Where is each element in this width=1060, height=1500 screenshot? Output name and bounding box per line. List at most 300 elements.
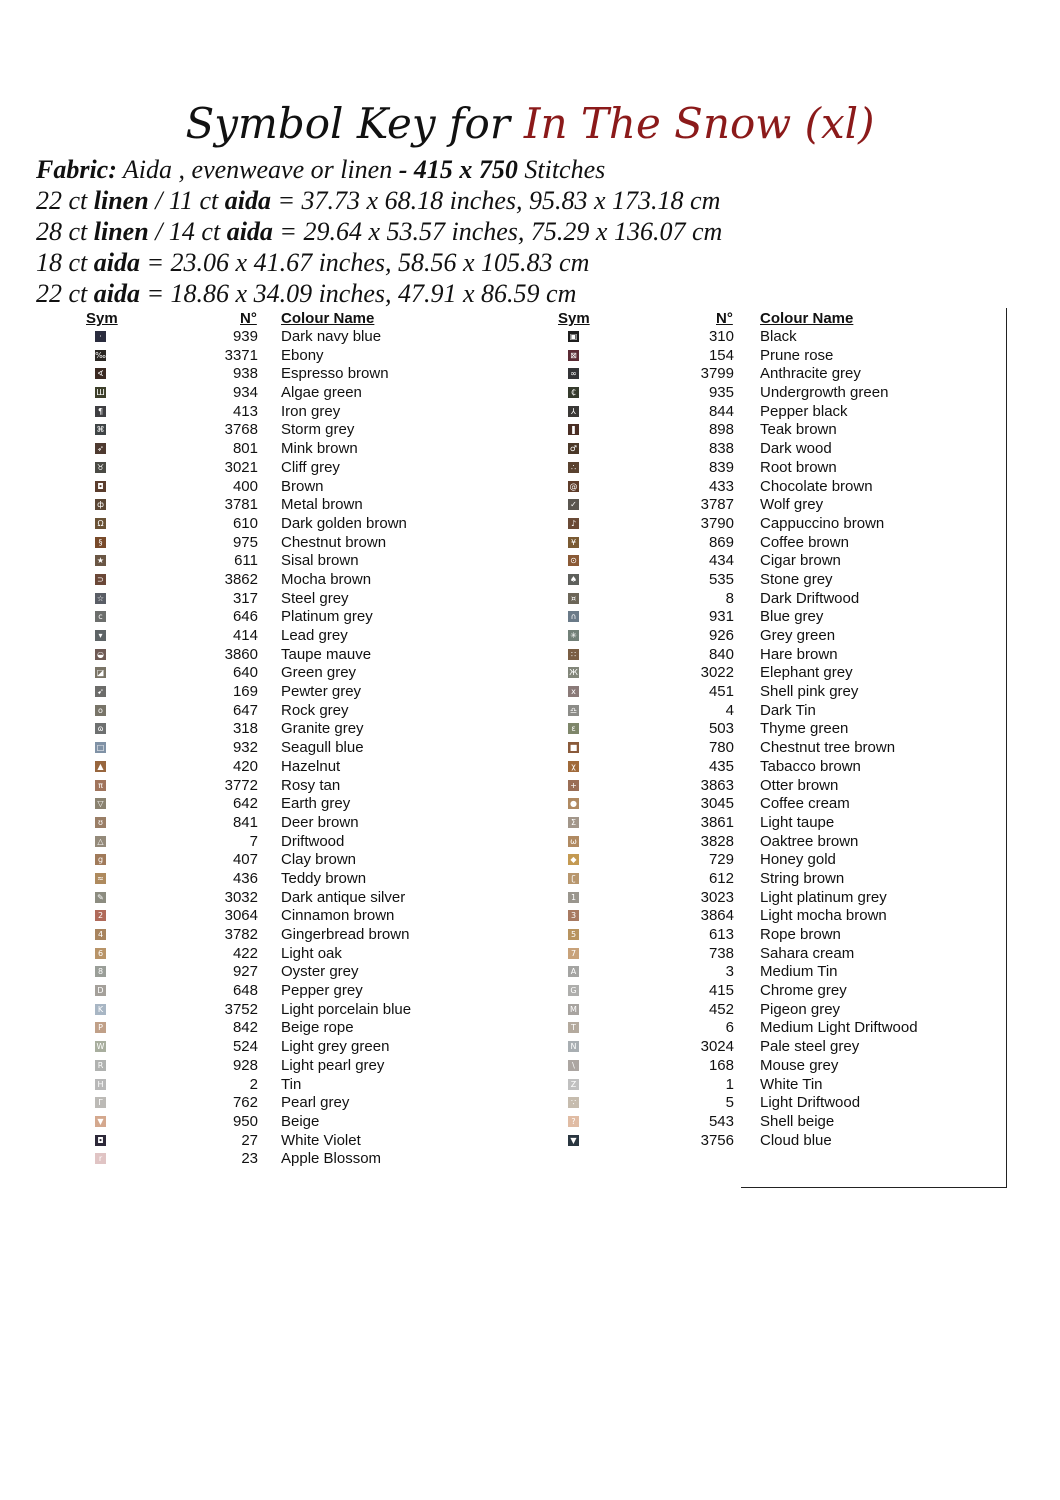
- colour-name: Grey green: [760, 627, 836, 644]
- symbol-swatch: ▾: [95, 630, 106, 641]
- thread-number: 3032: [224, 888, 258, 906]
- symbol-swatch: H: [95, 1079, 106, 1090]
- colour-name: Dark Driftwood: [760, 589, 860, 607]
- symbol-swatch: ⅄: [568, 406, 579, 417]
- thread-number: 154: [708, 346, 734, 364]
- thread-number: 648: [232, 982, 258, 1000]
- symbol-swatch: +: [568, 780, 579, 791]
- size-count-alt: / 11 ct: [148, 186, 225, 215]
- symbol-swatch: ʗ: [568, 873, 579, 884]
- thread-number: 3022: [700, 664, 734, 682]
- thread-number: 452: [708, 1000, 734, 1018]
- colour-name: Platinum grey: [281, 608, 373, 626]
- thread-number: 3828: [700, 832, 734, 850]
- thread-number: 503: [708, 720, 734, 738]
- symbol-swatch: g: [95, 854, 106, 865]
- colour-name: Oyster grey: [281, 963, 359, 981]
- symbol-swatch: 2: [95, 910, 106, 921]
- symbol-swatch: Ж: [569, 668, 578, 678]
- thread-number: 613: [708, 926, 734, 943]
- thread-number: 435: [708, 757, 734, 775]
- thread-number: 928: [232, 1056, 258, 1074]
- symbol-swatch: 5: [568, 929, 579, 940]
- colour-name: Prune rose: [760, 346, 834, 364]
- symbol-swatch: ¶: [95, 406, 106, 417]
- symbol-swatch: ¤: [568, 593, 579, 604]
- colour-name: White Violet: [281, 1131, 361, 1149]
- thread-number: 839: [708, 458, 734, 476]
- symbol-swatch: 1: [568, 892, 579, 903]
- symbol-swatch: ∷: [568, 649, 579, 660]
- colour-name: Pearl grey: [281, 1094, 350, 1112]
- thread-number: 3860: [224, 645, 258, 663]
- colour-name: String brown: [760, 869, 845, 887]
- size-fabric-aida: aida: [93, 279, 140, 308]
- size-count: 18 ct: [36, 248, 94, 277]
- thread-number: 3861: [700, 813, 734, 831]
- left-num-header: N°: [240, 310, 257, 327]
- thread-number: 938: [232, 365, 258, 383]
- symbol-swatch: ₵: [568, 387, 579, 398]
- thread-number: 6: [725, 1019, 734, 1037]
- colour-name: Ebony: [281, 346, 324, 364]
- colour-name: Hare brown: [760, 645, 838, 663]
- symbol-swatch: ◘: [95, 481, 106, 492]
- colour-name: Driftwood: [281, 832, 345, 850]
- symbol-swatch: x: [568, 686, 579, 697]
- colour-name: Cloud blue: [760, 1131, 832, 1149]
- thread-number: 842: [232, 1019, 258, 1037]
- colour-name: Tin: [281, 1075, 302, 1093]
- thread-number: 3: [725, 963, 734, 981]
- symbol-swatch: G: [568, 985, 579, 996]
- colour-name: Otter brown: [760, 776, 839, 794]
- colour-name: Storm grey: [281, 421, 355, 439]
- thread-number: 3772: [224, 776, 258, 794]
- thread-number: 3799: [700, 365, 734, 383]
- colour-name: Blue grey: [760, 608, 824, 626]
- right-num-header: N°: [716, 310, 733, 327]
- colour-name: Light grey green: [281, 1038, 390, 1056]
- symbol-swatch: ■: [569, 743, 578, 753]
- symbol-swatch: ⌘: [96, 425, 105, 435]
- thread-number: 3787: [700, 496, 734, 514]
- symbol-swatch: @: [569, 481, 578, 491]
- colour-name: Light mocha brown: [760, 907, 887, 925]
- left-sym-header: Sym: [86, 310, 118, 327]
- symbol-swatch: ❚: [568, 424, 579, 435]
- colour-name: Hazelnut: [281, 757, 341, 775]
- symbol-swatch: ◘: [95, 1135, 106, 1146]
- symbol-swatch: \: [568, 1060, 579, 1071]
- colour-name: Mouse grey: [760, 1056, 839, 1074]
- symbol-swatch: ф: [95, 499, 106, 510]
- colour-name: Iron grey: [281, 402, 341, 420]
- symbol-swatch: ¥: [568, 537, 579, 548]
- symbol-swatch: c: [95, 611, 106, 622]
- colour-name: Taupe mauve: [281, 645, 372, 663]
- colour-name: Cinnamon brown: [281, 907, 395, 925]
- colour-name: Cigar brown: [760, 552, 841, 570]
- size-line-22ct-linen: [36, 185, 1036, 216]
- thread-number: 2: [249, 1075, 258, 1093]
- symbol-swatch: ▼: [95, 1116, 106, 1127]
- colour-name: Chocolate brown: [760, 477, 873, 495]
- colour-name: Dark antique silver: [281, 888, 406, 906]
- thread-number: 935: [708, 384, 734, 402]
- size-fabric-linen: linen: [93, 186, 149, 215]
- symbol-swatch: △: [95, 836, 106, 847]
- colour-name: Dark wood: [760, 440, 832, 458]
- symbol-swatch: ɷ: [95, 723, 106, 734]
- symbol-swatch: M: [568, 1004, 579, 1015]
- size-count: 28 ct: [36, 217, 94, 246]
- symbol-swatch: 8: [95, 966, 106, 977]
- colour-name: Stone grey: [760, 570, 833, 588]
- symbol-swatch: Σ: [568, 817, 579, 828]
- size-count-alt: / 14 ct: [148, 217, 227, 246]
- symbol-swatch: 7: [568, 948, 579, 959]
- thread-number: 23: [241, 1150, 258, 1168]
- colour-name: Rope brown: [760, 926, 841, 943]
- symbol-swatch: ∩: [568, 611, 579, 622]
- size-dimensions: = 29.64 x 53.57 inches, 75.29 x 136.07 cm: [272, 217, 723, 246]
- symbol-swatch: r: [95, 1153, 106, 1164]
- thread-number: 610: [232, 514, 258, 532]
- colour-name: Clay brown: [281, 851, 357, 869]
- colour-name: Dark navy blue: [281, 328, 382, 345]
- thread-number: 640: [232, 664, 258, 682]
- thread-number: 612: [708, 869, 734, 887]
- thread-number: 950: [232, 1112, 258, 1130]
- thread-number: 420: [232, 757, 258, 775]
- symbol-swatch: §: [95, 537, 106, 548]
- thread-number: 3023: [700, 888, 734, 906]
- colour-name: Steel grey: [281, 589, 349, 607]
- thread-number: 524: [232, 1038, 258, 1056]
- symbol-swatch: ▼: [568, 1135, 579, 1146]
- symbol-swatch: ▲: [95, 761, 106, 772]
- size-dimensions: = 37.73 x 68.18 inches, 95.83 x 173.18 cm: [270, 186, 721, 215]
- thread-number: 318: [232, 720, 258, 738]
- colour-name: Apple Blossom: [281, 1150, 382, 1168]
- colour-name: Brown: [281, 477, 324, 495]
- thread-number: 3371: [224, 346, 258, 364]
- symbol-swatch: D: [95, 985, 106, 996]
- thread-number: 3768: [224, 421, 258, 439]
- right-sym-header: Sym: [558, 310, 590, 327]
- size-dimensions: = 23.06 x 41.67 inches, 58.56 x 105.83 cm: [140, 248, 590, 277]
- symbol-swatch: ∢: [95, 368, 106, 379]
- symbol-swatch: K: [95, 1004, 106, 1015]
- colour-name: Beige: [281, 1112, 320, 1130]
- colour-name: Light platinum grey: [760, 888, 887, 906]
- thread-number: 422: [232, 944, 258, 962]
- colour-name: Honey gold: [760, 851, 836, 869]
- thread-number: 762: [232, 1094, 258, 1112]
- symbol-swatch: W: [96, 1042, 105, 1052]
- thread-number: 7: [249, 832, 258, 850]
- thread-number: 434: [708, 552, 734, 570]
- size-fabric-aida: aida: [226, 217, 273, 246]
- colour-name: Oaktree brown: [760, 832, 859, 850]
- symbol-swatch: ‰: [95, 350, 106, 360]
- symbol-swatch: ★: [96, 556, 105, 566]
- symbol-swatch: Ω: [95, 518, 106, 529]
- symbol-swatch: o: [95, 705, 106, 716]
- symbol-swatch: Γ: [95, 1097, 106, 1108]
- colour-name: Mink brown: [281, 440, 358, 458]
- stitch-count: 415 x 750: [413, 155, 518, 184]
- thread-number: 543: [708, 1112, 734, 1130]
- thread-number: 838: [708, 440, 734, 458]
- title-main: Symbol Key for: [185, 99, 510, 148]
- thread-number: 3021: [224, 458, 258, 476]
- thread-number: 780: [708, 739, 734, 757]
- thread-number: 415: [708, 982, 734, 1000]
- fabric-label: Fabric:: [36, 155, 117, 184]
- size-dimensions: = 18.86 x 34.09 inches, 47.91 x 86.59 cm: [140, 279, 577, 308]
- symbol-swatch: χ: [568, 761, 579, 772]
- colour-name: Light Driftwood: [760, 1094, 861, 1112]
- symbol-swatch: ∵: [568, 1097, 579, 1108]
- thread-number: 844: [708, 402, 734, 420]
- size-line-28ct-linen: [36, 216, 1036, 247]
- symbol-swatch: 3: [568, 910, 579, 921]
- symbol-swatch: ♉: [96, 462, 105, 472]
- thread-number: 407: [232, 851, 258, 869]
- colour-name: Chrome grey: [760, 982, 847, 1000]
- symbol-swatch: ω: [568, 836, 579, 847]
- colour-name: White Tin: [760, 1075, 823, 1093]
- colour-name: Seagull blue: [281, 739, 364, 757]
- colour-name: Undergrowth green: [760, 384, 889, 402]
- colour-name: Black: [760, 328, 797, 345]
- colour-name: Cappuccino brown: [760, 514, 885, 532]
- thread-number: 3756: [700, 1131, 734, 1149]
- thread-number: 934: [232, 384, 258, 402]
- colour-name: Wolf grey: [760, 496, 824, 514]
- colour-name: Shell beige: [760, 1112, 835, 1130]
- thread-number: 927: [232, 963, 258, 981]
- title-pattern-name: In The Snow (xl): [523, 99, 875, 148]
- symbol-swatch: ⊃: [95, 574, 106, 585]
- thread-number: 898: [708, 421, 734, 439]
- fabric-dash: -: [398, 155, 414, 184]
- symbol-swatch: ≈: [95, 873, 106, 884]
- colour-name: Pewter grey: [281, 683, 362, 701]
- colour-name: Espresso brown: [281, 365, 389, 383]
- thread-number: 414: [232, 627, 258, 644]
- thread-number: 646: [232, 608, 258, 626]
- thread-number: 317: [232, 589, 258, 607]
- colour-name: Dark Tin: [760, 701, 816, 719]
- thread-number: 451: [708, 683, 734, 701]
- colour-name: Beige rope: [281, 1019, 354, 1037]
- symbol-swatch: ✳: [568, 630, 579, 641]
- symbol-swatch: ▽: [95, 798, 106, 809]
- size-fabric-linen: linen: [93, 217, 149, 246]
- thread-number: 931: [708, 608, 734, 626]
- colour-name: Rosy tan: [281, 776, 341, 794]
- fabric-line: [36, 154, 1036, 185]
- thread-number: 400: [232, 477, 258, 495]
- thread-number: 3862: [224, 570, 258, 588]
- page-title: [0, 96, 1060, 152]
- thread-number: 3863: [700, 776, 734, 794]
- thread-number: 5: [725, 1094, 734, 1112]
- thread-number: 939: [232, 328, 258, 345]
- symbol-swatch: 4: [95, 929, 106, 940]
- thread-number: 932: [232, 739, 258, 757]
- colour-name: Cliff grey: [281, 458, 340, 476]
- thread-number: 738: [708, 944, 734, 962]
- colour-name: Light oak: [281, 944, 342, 962]
- size-fabric-aida: aida: [93, 248, 140, 277]
- colour-name: Dark golden brown: [281, 514, 407, 532]
- symbol-swatch: ♂: [569, 444, 578, 454]
- colour-name: Rock grey: [281, 701, 349, 719]
- symbol-swatch: ●: [568, 798, 579, 809]
- size-line-22ct-aida: [36, 278, 1036, 309]
- symbol-swatch: ⊠: [568, 350, 579, 361]
- symbol-swatch: ∞: [568, 368, 579, 379]
- colour-name: Light porcelain blue: [281, 1000, 412, 1018]
- thread-number: 8: [725, 589, 734, 607]
- symbol-swatch: ✓: [568, 499, 579, 510]
- thread-number: 869: [708, 533, 734, 551]
- thread-number: 975: [232, 533, 258, 551]
- symbol-swatch: ♪: [568, 518, 579, 529]
- symbol-swatch: ⊙: [568, 555, 579, 566]
- thread-number: 3864: [700, 907, 734, 925]
- thread-number: 642: [232, 795, 258, 813]
- symbol-swatch: ♠: [569, 574, 578, 584]
- symbol-swatch: ✎: [95, 892, 106, 903]
- thread-number: 611: [234, 552, 258, 570]
- colour-name: Metal brown: [281, 496, 363, 514]
- symbol-swatch: ε: [568, 723, 579, 734]
- colour-name: Earth grey: [281, 795, 351, 813]
- symbol-swatch: ∴: [568, 462, 579, 473]
- symbol-swatch: ➹: [95, 686, 106, 697]
- thread-number: 3024: [700, 1038, 734, 1056]
- colour-name: Deer brown: [281, 813, 359, 831]
- table-border-bottom: [741, 1187, 1007, 1188]
- colour-name: Sisal brown: [281, 552, 359, 570]
- colour-name: Coffee cream: [760, 795, 850, 813]
- fabric-types: Aida , evenweave or linen: [116, 155, 399, 184]
- colour-name: Medium Tin: [760, 963, 838, 981]
- symbol-swatch: ◒: [95, 649, 106, 660]
- size-line-18ct-aida: [36, 247, 1036, 278]
- colour-name: Pigeon grey: [760, 1000, 841, 1018]
- symbol-swatch: A: [568, 966, 579, 977]
- table-border-right: [1006, 308, 1007, 1188]
- colour-name: Pale steel grey: [760, 1038, 860, 1056]
- thread-number: 169: [232, 683, 258, 701]
- symbol-swatch: 6: [95, 948, 106, 959]
- symbol-swatch: π: [95, 780, 106, 791]
- colour-name: Chestnut brown: [281, 533, 387, 551]
- thread-number: 1: [725, 1075, 734, 1093]
- symbol-swatch: ◪: [96, 668, 105, 678]
- colour-name: Shell pink grey: [760, 683, 859, 701]
- thread-number: 3064: [224, 907, 258, 925]
- symbol-swatch: P: [95, 1022, 106, 1033]
- symbol-swatch: ☆: [96, 593, 105, 603]
- stitches-word: Stitches: [517, 155, 606, 184]
- right-name-header: Colour Name: [760, 310, 854, 327]
- colour-name: Elephant grey: [760, 664, 853, 682]
- thread-number: 926: [708, 627, 734, 644]
- thread-number: 801: [232, 440, 258, 458]
- colour-name: Root brown: [760, 458, 837, 476]
- thread-number: 27: [241, 1131, 258, 1149]
- thread-number: 168: [708, 1056, 734, 1074]
- thread-number: 4: [725, 701, 734, 719]
- colour-name: Pepper black: [760, 402, 848, 420]
- symbol-swatch: ?: [568, 1116, 579, 1127]
- thread-number: 729: [708, 851, 734, 869]
- colour-name: Algae green: [281, 384, 362, 402]
- colour-name: Granite grey: [281, 720, 364, 738]
- thread-number: 3752: [224, 1000, 258, 1018]
- colour-name: Anthracite grey: [760, 365, 861, 383]
- thread-number: 310: [708, 328, 734, 345]
- colour-name: Tabacco brown: [760, 757, 861, 775]
- symbol-swatch: Z: [568, 1079, 579, 1090]
- symbol-swatch: ʊ: [95, 817, 106, 828]
- size-count: 22 ct: [36, 279, 94, 308]
- colour-name: Medium Light Driftwood: [760, 1019, 918, 1037]
- colour-name: Teak brown: [760, 421, 837, 439]
- symbol-swatch: ◆: [568, 854, 579, 865]
- colour-name: Light pearl grey: [281, 1056, 385, 1074]
- symbol-swatch: ·: [95, 331, 106, 342]
- fabric-info: [36, 154, 1036, 309]
- thread-number: 841: [232, 813, 258, 831]
- colour-name: Gingerbread brown: [281, 926, 410, 943]
- symbol-swatch: ➶: [95, 443, 106, 454]
- thread-number: 413: [232, 402, 258, 420]
- colour-name: Pepper grey: [281, 982, 363, 1000]
- colour-name: Green grey: [281, 664, 357, 682]
- symbol-swatch: R: [95, 1060, 106, 1071]
- left-name-header: Colour Name: [281, 310, 375, 327]
- symbol-swatch: T: [568, 1022, 579, 1033]
- thread-number: 840: [708, 645, 734, 663]
- symbol-swatch: □: [96, 743, 105, 753]
- size-fabric-aida: aida: [224, 186, 271, 215]
- thread-number: 433: [708, 477, 734, 495]
- colour-name: Mocha brown: [281, 570, 372, 588]
- symbol-swatch: ▣: [569, 332, 578, 341]
- thread-number: 436: [232, 869, 258, 887]
- colour-name: Coffee brown: [760, 533, 849, 551]
- thread-number: 3045: [700, 795, 734, 813]
- size-count: 22 ct: [36, 186, 94, 215]
- thread-number: 3790: [700, 514, 734, 532]
- colour-name: Light taupe: [760, 813, 835, 831]
- colour-name: Chestnut tree brown: [760, 739, 896, 757]
- thread-number: 535: [708, 570, 734, 588]
- colour-name: Thyme green: [760, 720, 849, 738]
- thread-number: 3782: [224, 926, 258, 943]
- thread-number: 3781: [224, 496, 258, 514]
- colour-name: Sahara cream: [760, 944, 855, 962]
- symbol-swatch: ♎: [569, 705, 578, 715]
